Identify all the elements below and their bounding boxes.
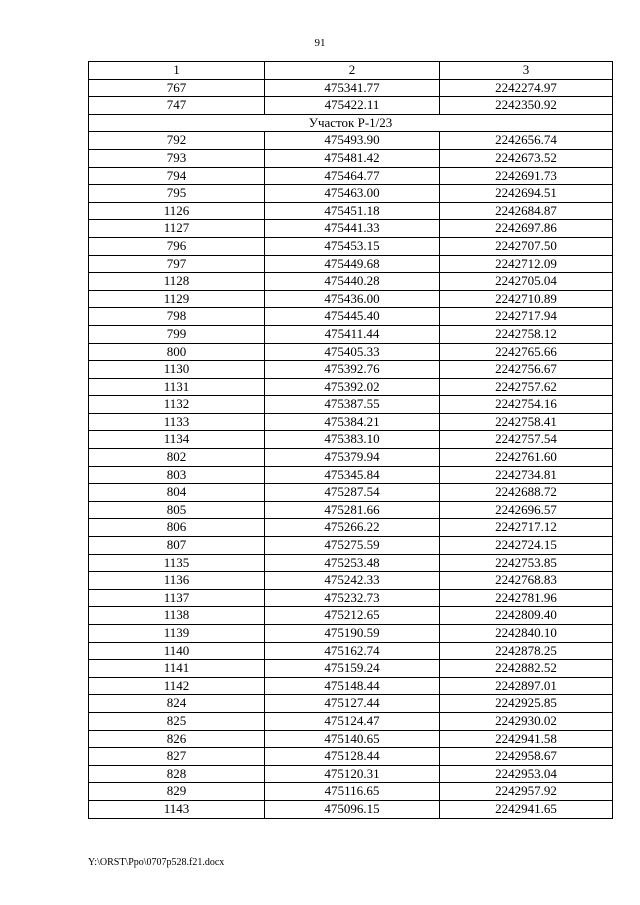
x-coordinate-cell: 475242.33 (265, 572, 440, 590)
y-coordinate-cell: 2242656.74 (440, 132, 613, 150)
y-coordinate-cell: 2242925.85 (440, 695, 613, 713)
column-header-1: 1 (89, 62, 265, 80)
x-coordinate-cell: 475383.10 (265, 431, 440, 449)
y-coordinate-cell: 2242768.83 (440, 572, 613, 590)
column-header-2: 2 (265, 62, 440, 80)
table-row (89, 255, 613, 273)
table-row (89, 765, 613, 783)
table-row (89, 167, 613, 185)
point-number-cell: 802 (89, 449, 265, 467)
y-coordinate-cell: 2242756.67 (440, 361, 613, 379)
point-number-cell: 1137 (89, 589, 265, 607)
y-coordinate-cell: 2242758.41 (440, 413, 613, 431)
table-row (89, 554, 613, 572)
table-row (89, 431, 613, 449)
table-row (89, 273, 613, 291)
y-coordinate-cell: 2242758.12 (440, 325, 613, 343)
x-coordinate-cell: 475116.65 (265, 783, 440, 801)
table-row (89, 325, 613, 343)
point-number-cell: 797 (89, 255, 265, 273)
y-coordinate-cell: 2242941.58 (440, 730, 613, 748)
point-number-cell: 805 (89, 501, 265, 519)
point-number-cell: 1127 (89, 220, 265, 238)
x-coordinate-cell: 475464.77 (265, 167, 440, 185)
y-coordinate-cell: 2242953.04 (440, 765, 613, 783)
x-coordinate-cell: 475411.44 (265, 325, 440, 343)
point-number-cell: 793 (89, 149, 265, 167)
x-coordinate-cell: 475379.94 (265, 449, 440, 467)
y-coordinate-cell: 2242761.60 (440, 449, 613, 467)
table-row (89, 149, 613, 167)
x-coordinate-cell: 475162.74 (265, 642, 440, 660)
table-row (89, 466, 613, 484)
x-coordinate-cell: 475422.11 (265, 97, 440, 115)
point-number-cell: 825 (89, 712, 265, 730)
table-row (89, 361, 613, 379)
y-coordinate-cell: 2242710.89 (440, 290, 613, 308)
table-row (89, 783, 613, 801)
x-coordinate-cell: 475232.73 (265, 589, 440, 607)
point-number-cell: 1128 (89, 273, 265, 291)
x-coordinate-cell: 475266.22 (265, 519, 440, 537)
y-coordinate-cell: 2242958.67 (440, 748, 613, 766)
table-row (89, 343, 613, 361)
point-number-cell: 826 (89, 730, 265, 748)
table-row (89, 290, 613, 308)
section-title: Участок Р-1/23 (89, 114, 613, 132)
x-coordinate-cell: 475159.24 (265, 660, 440, 678)
y-coordinate-cell: 2242781.96 (440, 589, 613, 607)
point-number-cell: 824 (89, 695, 265, 713)
page-number: 91 (314, 37, 326, 49)
y-coordinate-cell: 2242696.57 (440, 501, 613, 519)
point-number-cell: 1142 (89, 677, 265, 695)
x-coordinate-cell: 475481.42 (265, 149, 440, 167)
x-coordinate-cell: 475128.44 (265, 748, 440, 766)
point-number-cell: 1132 (89, 396, 265, 414)
y-coordinate-cell: 2242673.52 (440, 149, 613, 167)
table-row (89, 413, 613, 431)
point-number-cell: 1140 (89, 642, 265, 660)
x-coordinate-cell: 475190.59 (265, 625, 440, 643)
table-body (89, 62, 613, 819)
y-coordinate-cell: 2242724.15 (440, 537, 613, 555)
point-number-cell: 803 (89, 466, 265, 484)
y-coordinate-cell: 2242882.52 (440, 660, 613, 678)
y-coordinate-cell: 2242809.40 (440, 607, 613, 625)
y-coordinate-cell: 2242717.12 (440, 519, 613, 537)
x-coordinate-cell: 475287.54 (265, 484, 440, 502)
point-number-cell: 799 (89, 325, 265, 343)
table-row (89, 712, 613, 730)
coordinates-table (88, 61, 613, 819)
point-number-cell: 827 (89, 748, 265, 766)
point-number-cell: 1138 (89, 607, 265, 625)
y-coordinate-cell: 2242717.94 (440, 308, 613, 326)
x-coordinate-cell: 475275.59 (265, 537, 440, 555)
table-row (89, 202, 613, 220)
y-coordinate-cell: 2242941.65 (440, 800, 613, 818)
point-number-cell: 829 (89, 783, 265, 801)
table-row (89, 730, 613, 748)
table-header-row (89, 62, 613, 80)
table-row (89, 748, 613, 766)
x-coordinate-cell: 475253.48 (265, 554, 440, 572)
x-coordinate-cell: 475440.28 (265, 273, 440, 291)
x-coordinate-cell: 475405.33 (265, 343, 440, 361)
point-number-cell: 804 (89, 484, 265, 502)
table-row (89, 695, 613, 713)
y-coordinate-cell: 2242757.54 (440, 431, 613, 449)
x-coordinate-cell: 475140.65 (265, 730, 440, 748)
point-number-cell: 1130 (89, 361, 265, 379)
point-number-cell: 1143 (89, 800, 265, 818)
x-coordinate-cell: 475281.66 (265, 501, 440, 519)
point-number-cell: 1129 (89, 290, 265, 308)
x-coordinate-cell: 475345.84 (265, 466, 440, 484)
y-coordinate-cell: 2242754.16 (440, 396, 613, 414)
x-coordinate-cell: 475148.44 (265, 677, 440, 695)
y-coordinate-cell: 2242930.02 (440, 712, 613, 730)
point-number-cell: 794 (89, 167, 265, 185)
point-number-cell: 1131 (89, 378, 265, 396)
y-coordinate-cell: 2242274.97 (440, 79, 613, 97)
table-row (89, 501, 613, 519)
table-row (89, 625, 613, 643)
table-row (89, 79, 613, 97)
table-row (89, 642, 613, 660)
table-row (89, 677, 613, 695)
table-row (89, 378, 613, 396)
x-coordinate-cell: 475451.18 (265, 202, 440, 220)
x-coordinate-cell: 475384.21 (265, 413, 440, 431)
y-coordinate-cell: 2242684.87 (440, 202, 613, 220)
x-coordinate-cell: 475436.00 (265, 290, 440, 308)
point-number-cell: 800 (89, 343, 265, 361)
y-coordinate-cell: 2242694.51 (440, 185, 613, 203)
table-row (89, 220, 613, 238)
table-row (89, 660, 613, 678)
x-coordinate-cell: 475463.00 (265, 185, 440, 203)
point-number-cell: 796 (89, 237, 265, 255)
table-row (89, 132, 613, 150)
point-number-cell: 1141 (89, 660, 265, 678)
point-number-cell: 828 (89, 765, 265, 783)
x-coordinate-cell: 475392.02 (265, 378, 440, 396)
table-row (89, 237, 613, 255)
table-row (89, 97, 613, 115)
table-row (89, 519, 613, 537)
table-row (89, 396, 613, 414)
x-coordinate-cell: 475096.15 (265, 800, 440, 818)
point-number-cell: 1135 (89, 554, 265, 572)
y-coordinate-cell: 2242753.85 (440, 554, 613, 572)
x-coordinate-cell: 475441.33 (265, 220, 440, 238)
x-coordinate-cell: 475120.31 (265, 765, 440, 783)
y-coordinate-cell: 2242765.66 (440, 343, 613, 361)
point-number-cell: 807 (89, 537, 265, 555)
y-coordinate-cell: 2242688.72 (440, 484, 613, 502)
point-number-cell: 1139 (89, 625, 265, 643)
y-coordinate-cell: 2242840.10 (440, 625, 613, 643)
table-row (89, 185, 613, 203)
y-coordinate-cell: 2242350.92 (440, 97, 613, 115)
x-coordinate-cell: 475392.76 (265, 361, 440, 379)
table-row (89, 484, 613, 502)
x-coordinate-cell: 475493.90 (265, 132, 440, 150)
table-row (89, 537, 613, 555)
x-coordinate-cell: 475453.15 (265, 237, 440, 255)
x-coordinate-cell: 475212.65 (265, 607, 440, 625)
point-number-cell: 1133 (89, 413, 265, 431)
column-header-3: 3 (440, 62, 613, 80)
point-number-cell: 747 (89, 97, 265, 115)
x-coordinate-cell: 475341.77 (265, 79, 440, 97)
y-coordinate-cell: 2242734.81 (440, 466, 613, 484)
point-number-cell: 798 (89, 308, 265, 326)
y-coordinate-cell: 2242707.50 (440, 237, 613, 255)
y-coordinate-cell: 2242757.62 (440, 378, 613, 396)
point-number-cell: 767 (89, 79, 265, 97)
table-row (89, 589, 613, 607)
table-row (89, 308, 613, 326)
table-row (89, 607, 613, 625)
y-coordinate-cell: 2242878.25 (440, 642, 613, 660)
point-number-cell: 1134 (89, 431, 265, 449)
footer-file-path: Y:\ORST\Ppo\0707p528.f21.docx (88, 857, 225, 868)
point-number-cell: 1136 (89, 572, 265, 590)
section-row (89, 114, 613, 132)
table-row (89, 800, 613, 818)
x-coordinate-cell: 475124.47 (265, 712, 440, 730)
point-number-cell: 795 (89, 185, 265, 203)
table-row (89, 449, 613, 467)
point-number-cell: 806 (89, 519, 265, 537)
x-coordinate-cell: 475127.44 (265, 695, 440, 713)
y-coordinate-cell: 2242957.92 (440, 783, 613, 801)
x-coordinate-cell: 475449.68 (265, 255, 440, 273)
point-number-cell: 792 (89, 132, 265, 150)
y-coordinate-cell: 2242691.73 (440, 167, 613, 185)
x-coordinate-cell: 475445.40 (265, 308, 440, 326)
y-coordinate-cell: 2242697.86 (440, 220, 613, 238)
y-coordinate-cell: 2242712.09 (440, 255, 613, 273)
x-coordinate-cell: 475387.55 (265, 396, 440, 414)
point-number-cell: 1126 (89, 202, 265, 220)
y-coordinate-cell: 2242705.04 (440, 273, 613, 291)
y-coordinate-cell: 2242897.01 (440, 677, 613, 695)
table-row (89, 572, 613, 590)
